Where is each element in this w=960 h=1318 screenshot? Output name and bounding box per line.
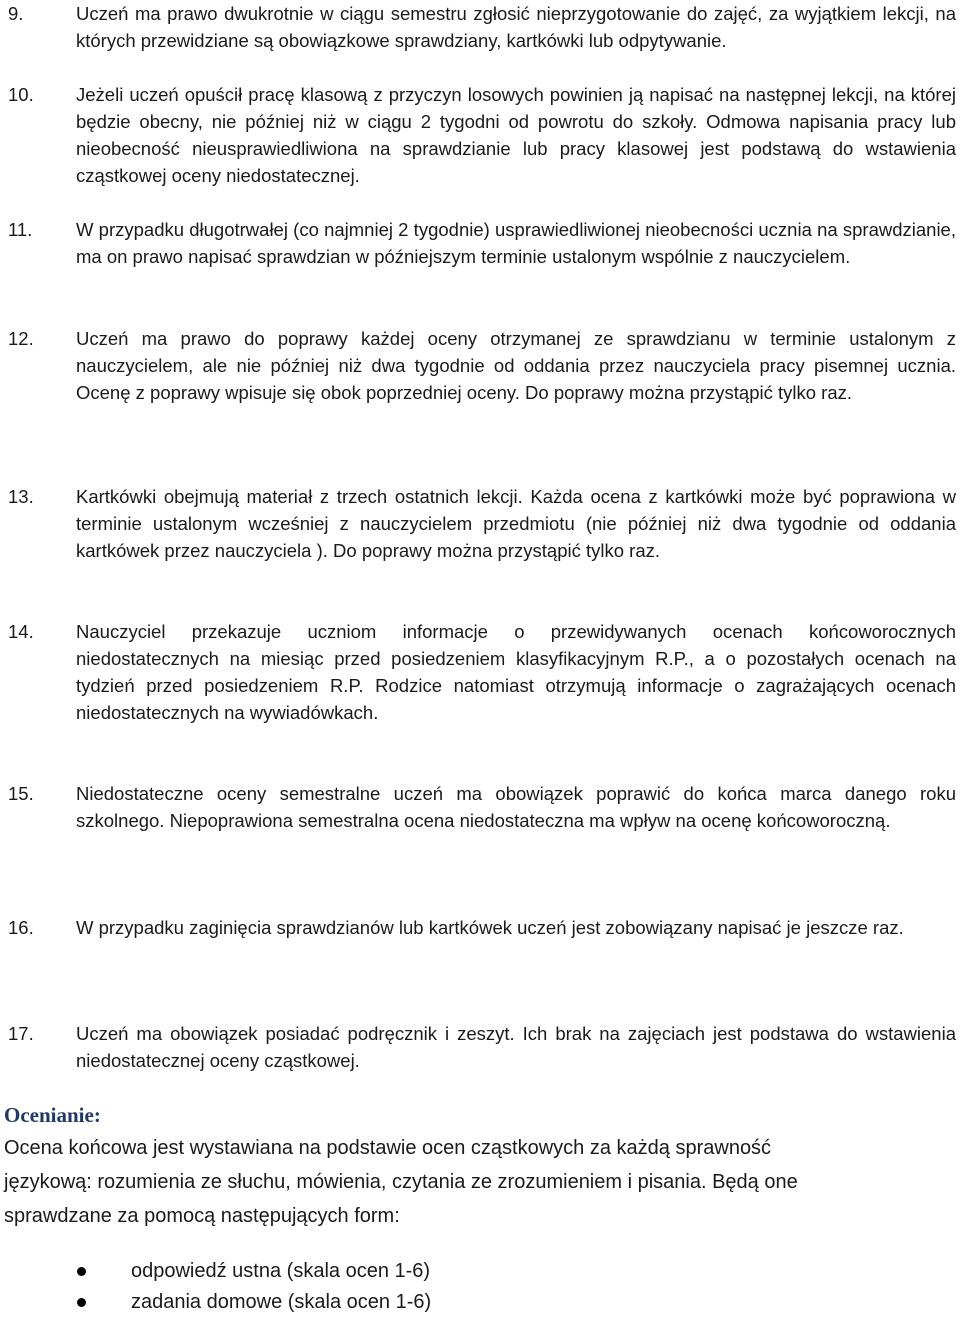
item-number: 17. — [8, 1023, 34, 1044]
item-text: Jeżeli uczeń opuścił pracę klasową z przyczyn losowych powinien ją napisać na następnej lekcji, na której będzie obecny, nie później niż w ciągu 2 tygodni od powrotu do szkoły. Odmowa napisania pracy lub nieobecność nieusprawiedliwiona na sprawdzianie lub pracy klasowej jest podstawą do wstawienia cząstkowej oceny niedostatecznej. — [76, 84, 956, 186]
item-number: 13. — [8, 486, 34, 507]
grading-paragraph: Ocena końcowa jest wystawiana na podstawie ocen cząstkowych za każdą sprawność językową: rozumienia ze słuchu, mówienia, czytania ze zrozumieniem i pisania. Będą one sprawdzane za pomocą następujących form: — [4, 1137, 798, 1227]
bullet-item — [0, 1287, 960, 1318]
bullet-text: zadania domowe (skala ocen 1-6) — [131, 1291, 432, 1313]
item-number: 15. — [8, 783, 34, 804]
bullet-icon — [77, 1298, 86, 1307]
bullet-icon — [77, 1267, 86, 1276]
section-heading: Ocenianie: — [4, 1103, 101, 1127]
item-text: Niedostateczne oceny semestralne uczeń ma obowiązek poprawić do końca marca danego roku szkolnego. Niepoprawiona semestralna ocena niedostateczna ma wpływ na ocenę końcoworoczną. — [76, 783, 956, 831]
list-item — [0, 0, 960, 54]
item-text: Uczeń ma prawo do poprawy każdej oceny otrzymanej ze sprawdzianu w terminie ustalonym z nauczycielem, ale nie później niż dwa tygodnie od oddania przez nauczyciela pracy pisemnej ucznia. Ocenę z poprawy wpisuje się obok poprzedniej oceny. Do poprawy można przystąpić tylko raz. — [76, 328, 956, 403]
item-number: 10. — [8, 84, 34, 105]
item-number: 14. — [8, 621, 34, 642]
item-text: Nauczyciel przekazuje uczniom informacje o przewidywanych ocenach końcoworocznych niedostatecznych na miesiąc przed posiedzeniem klasyfikacyjnym R.P., a o pozostałych ocenach na tydzień przed posiedzeniem R.P. Rodzice natomiast otrzymują informacje o zagrażających ocenach niedostatecznych na wywiadówkach. — [76, 621, 956, 723]
item-text: Uczeń ma prawo dwukrotnie w ciągu semestru zgłosić nieprzygotowanie do zajęć, za wyjątkiem lekcji, na których przewidziane są obowiązkowe sprawdziany, kartkówki lub odpytywanie. — [76, 3, 956, 51]
list-item — [0, 216, 960, 270]
bullet-text: odpowiedź ustna (skala ocen 1-6) — [131, 1260, 431, 1282]
list-item — [0, 914, 960, 941]
list-item — [0, 1020, 960, 1074]
item-text: W przypadku długotrwałej (co najmniej 2 tygodnie) usprawiedliwionej nieobecności ucznia na sprawdzianie, ma on prawo napisać sprawdzian w późniejszym terminie ustalonym wspólnie z nauczycielem. — [76, 219, 956, 267]
item-number: 11. — [8, 219, 33, 240]
item-text: Uczeń ma obowiązek posiadać podręcznik i zeszyt. Ich brak na zajęciach jest podstawa do wstawienia niedostatecznej oceny cząstkowej. — [76, 1023, 956, 1071]
assessment-forms-list — [0, 1256, 960, 1318]
item-number: 12. — [8, 328, 34, 349]
item-number: 16. — [8, 917, 34, 938]
bullet-item — [0, 1256, 960, 1287]
list-item — [0, 81, 960, 189]
list-item — [0, 618, 960, 726]
item-text: W przypadku zaginięcia sprawdzianów lub kartkówek uczeń jest zobowiązany napisać je jeszcze raz. — [76, 917, 904, 938]
list-item — [0, 325, 960, 406]
item-number: 9. — [8, 3, 24, 24]
item-text: Kartkówki obejmują materiał z trzech ostatnich lekcji. Każda ocena z kartkówki może być poprawiona w terminie ustalonym wcześniej z nauczycielem przedmiotu (nie później niż dwa tygodnie od oddania kartkówek przez nauczyciela ). Do poprawy można przystąpić tylko raz. — [76, 486, 956, 561]
list-item — [0, 483, 960, 564]
list-item — [0, 780, 960, 834]
